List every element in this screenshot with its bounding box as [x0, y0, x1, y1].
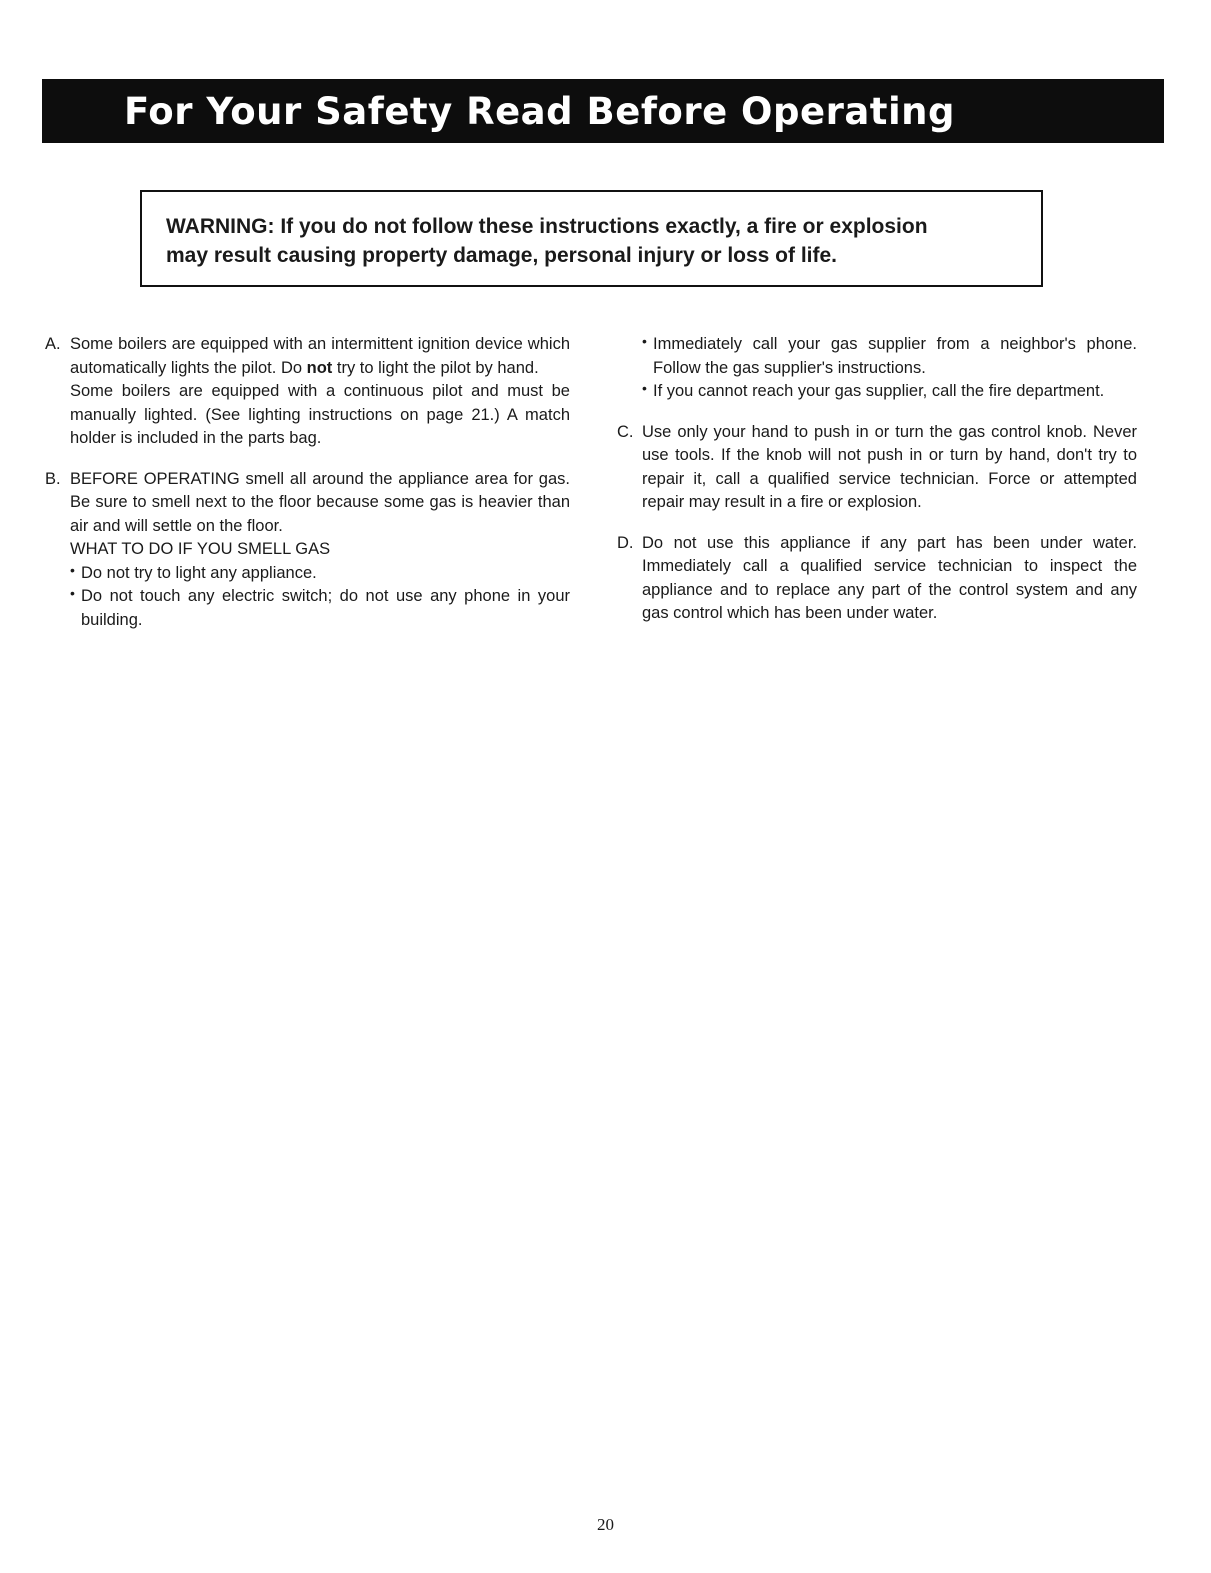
section-b-paragraph: BEFORE OPERATING smell all around the appliance area for gas. Be sure to smell next to the floor because some gas is heavier than air and will settle on the floor. — [70, 469, 570, 535]
gas-bullet-4 — [642, 380, 1137, 404]
section-a-text-1: Some boilers are equipped with an intermittent ignition device which automatically lights the pilot. Do — [70, 335, 570, 377]
title-banner — [42, 79, 1164, 143]
gas-bullet-3 — [642, 333, 1137, 380]
gas-bullet-1-text: Do not try to light any appliance. — [81, 563, 317, 582]
section-c-paragraph: Use only your hand to push in or turn the gas control knob. Never use tools. If the knob will not push in or turn by hand, don't try to repair it, call a qualified service technician. Force or attempted repair may result in a fire or explosion. — [642, 422, 1137, 511]
right-column — [617, 333, 1137, 643]
gas-bullet-2 — [70, 585, 570, 632]
bullet-dot: • — [642, 333, 647, 349]
section-d — [617, 532, 1137, 626]
left-column — [45, 333, 570, 649]
section-a-text-2: try to light the pilot by hand. — [332, 358, 539, 377]
warning-line-1: WARNING: If you do not follow these instructions exactly, a fire or explosion — [166, 215, 928, 238]
section-c-marker: C. — [617, 422, 634, 441]
section-b-marker: B. — [45, 469, 61, 488]
section-a-paragraph-2: Some boilers are equipped with a continuous pilot and must be manually lighted. (See lighting instructions on page 21.) A match holder is included in the parts bag. — [70, 382, 570, 447]
gas-bullet-3-text: Immediately call your gas supplier from a neighbor's phone. Follow the gas supplier's instructions. — [653, 335, 1137, 377]
bullet-dot: • — [70, 561, 75, 578]
section-a-marker: A. — [45, 335, 61, 353]
section-c — [617, 421, 1137, 515]
warning-line-2: may result causing property damage, personal injury or loss of life. — [166, 244, 838, 267]
bullet-dot: • — [642, 380, 647, 396]
section-a-emphasis: not — [306, 358, 333, 377]
gas-bullet-1 — [70, 562, 570, 586]
page-title: For Your Safety Read Before Operating — [124, 89, 956, 133]
gas-bullet-4-text: If you cannot reach your gas supplier, call the fire department. — [653, 382, 1105, 400]
section-d-marker: D. — [617, 533, 634, 552]
section-b-continued — [617, 333, 1137, 404]
section-d-paragraph: Do not use this appliance if any part has been under water. Immediately call a qualified service technician to inspect the appliance and to replace any part of the control system and any gas control which has been under water. — [642, 533, 1137, 622]
warning-box — [140, 190, 1043, 287]
section-b-heading: WHAT TO DO IF YOU SMELL GAS — [70, 540, 331, 558]
page-number: 20 — [597, 1515, 614, 1534]
section-a-paragraph-1 — [70, 333, 570, 380]
section-b — [45, 468, 570, 633]
gas-bullet-2-text: Do not touch any electric switch; do not use any phone in your building. — [81, 587, 570, 629]
bullet-dot: • — [70, 585, 75, 601]
section-a — [45, 333, 570, 451]
